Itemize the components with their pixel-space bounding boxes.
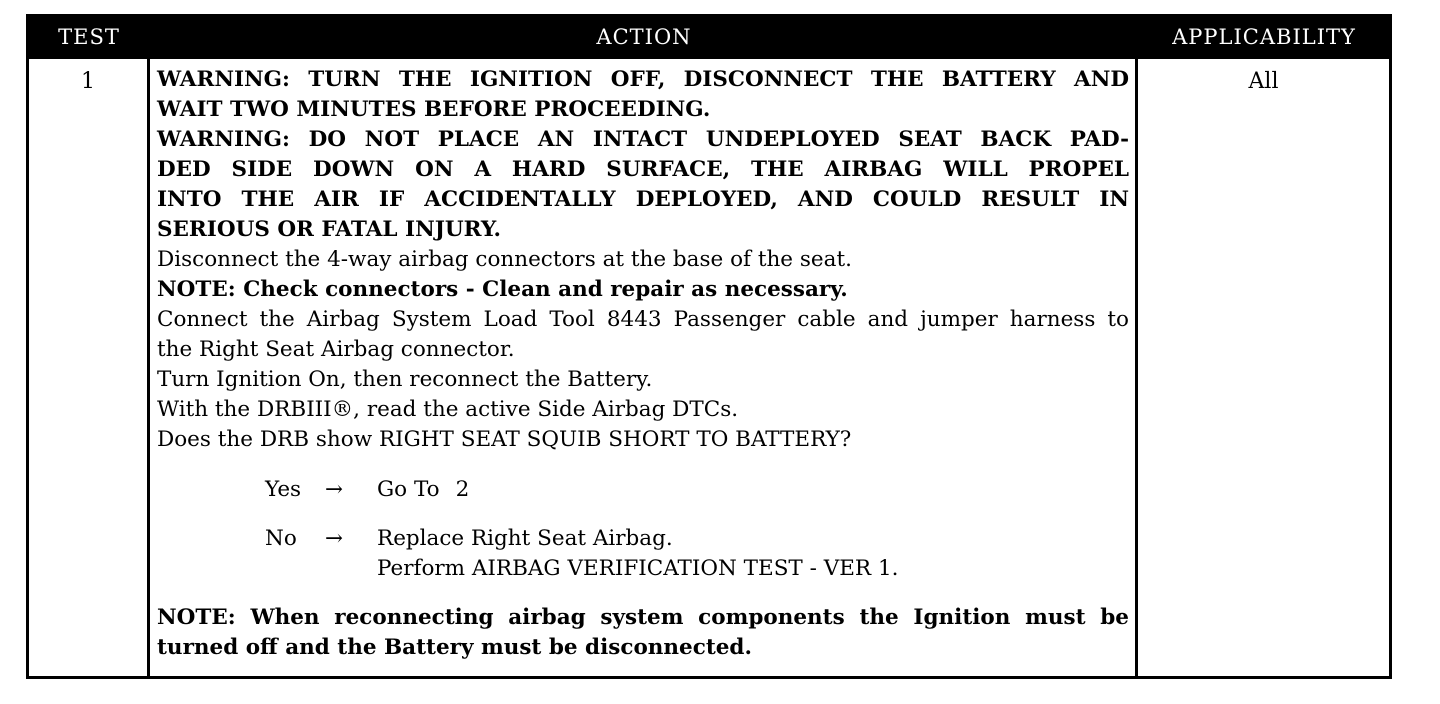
arrow-right-icon: → xyxy=(325,526,344,551)
test-number: 1 xyxy=(81,69,95,94)
column-divider-test xyxy=(147,59,150,676)
test-question: Does the DRB show RIGHT SEAT SQUIB SHORT TO BATTERY? xyxy=(157,427,852,452)
column-divider-applicability xyxy=(1135,59,1138,676)
choice-no-result xyxy=(377,524,898,584)
table-header xyxy=(29,17,1389,59)
applicability-value: All xyxy=(1248,69,1279,94)
warning-line: WAIT TWO MINUTES BEFORE PROCEEDING. xyxy=(157,97,711,122)
header-test: TEST xyxy=(58,25,120,49)
step-disconnect: Disconnect the 4-way airbag connectors at the base of the seat. xyxy=(157,247,852,272)
choice-yes xyxy=(265,475,1129,505)
choice-no xyxy=(265,524,1129,584)
warning-line: WARNING: TURN THE IGNITION OFF, DISCONNECT THE BATTERY AND xyxy=(157,67,1129,92)
step-read-dtcs: With the DRBIII®, read the active Side Airbag DTCs. xyxy=(157,397,739,422)
warning-line: DED SIDE DOWN ON A HARD SURFACE, THE AIRBAG WILL PROPEL xyxy=(157,157,1129,182)
warning-line: INTO THE AIR IF ACCIDENTALLY DEPLOYED, AND COULD RESULT IN xyxy=(157,187,1129,212)
warning-line: WARNING: DO NOT PLACE AN INTACT UNDEPLOYED SEAT BACK PAD- xyxy=(157,127,1129,152)
answer-choices xyxy=(265,475,1129,584)
note-reconnect: NOTE: When reconnecting airbag system components the Ignition must be xyxy=(157,605,1129,630)
arrow-right-icon: → xyxy=(325,477,344,502)
header-action: ACTION xyxy=(596,25,692,49)
note-check-connectors: NOTE: Check connectors - Clean and repair as necessary. xyxy=(157,277,848,302)
choice-no-label: No xyxy=(265,526,297,551)
choice-no-result-line: Perform AIRBAG VERIFICATION TEST - VER 1. xyxy=(377,556,899,581)
step-connect: Connect the Airbag System Load Tool 8443 Passenger cable and jumper harness to xyxy=(157,307,1129,332)
choice-yes-label: Yes xyxy=(265,477,302,502)
choice-yes-result xyxy=(377,475,469,505)
step-ignition: Turn Ignition On, then reconnect the Battery. xyxy=(157,367,653,392)
step-connect: the Right Seat Airbag connector. xyxy=(157,337,515,362)
choice-no-result-line: Replace Right Seat Airbag. xyxy=(377,526,673,551)
diagnostic-test-table xyxy=(26,14,1392,679)
action-cell xyxy=(157,65,1129,663)
warning-line: SERIOUS OR FATAL INJURY. xyxy=(157,217,501,242)
goto-text: Go To xyxy=(377,477,440,502)
goto-test-number: 2 xyxy=(455,477,470,502)
header-applicability: APPLICABILITY xyxy=(1172,25,1356,49)
note-reconnect: turned off and the Battery must be disconnected. xyxy=(157,635,752,660)
